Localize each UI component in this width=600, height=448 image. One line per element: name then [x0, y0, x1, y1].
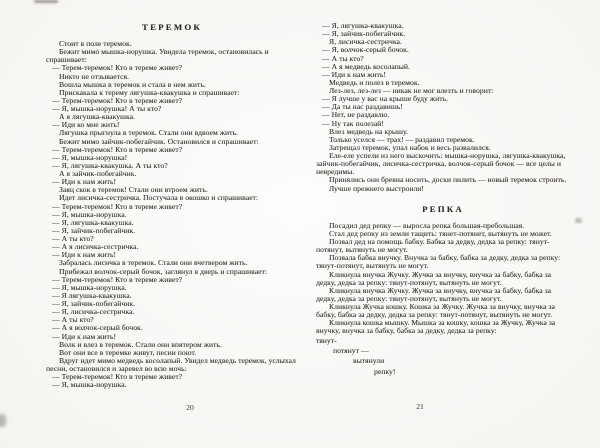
dialogue-line: — А я лисичка-сестричка.: [52, 242, 139, 252]
story-paragraph: Принялись они бревна носить, доски пилить — новый теремок строить.: [329, 175, 567, 185]
dialogue-line: — Я, волчок-серый бочок.: [322, 45, 409, 55]
repka-story-text: [316, 222, 570, 336]
dialogue-line: — Терем-теремок! Кто в тереме живет?: [52, 144, 183, 154]
story-title-teremok: ТЕРЕМОК: [142, 22, 202, 32]
dialogue-line: — Я, мышка-норушка! А ты кто?: [52, 104, 162, 113]
scan-smudge-top: [34, 0, 58, 3]
dialogue-line: Я, лисичка-сестричка.: [329, 37, 402, 47]
staircase-line: тянут-: [316, 335, 337, 345]
story-paragraph: Вот они все в теремке живут, песни поют.: [59, 347, 197, 357]
dialogue-line: — А я волчок-серый бочок.: [52, 323, 143, 333]
page-number-right: 21: [416, 402, 424, 411]
staircase-line: вытянули: [353, 356, 385, 366]
story-paragraph: Лягушка прыгнула в теремок. Стали они вдвоем жить.: [59, 128, 238, 138]
right-page-text: [316, 22, 570, 377]
story-paragraph: Бежит мимо мышка-норушка. Увидела теремок, остановилась и спрашивает:: [46, 47, 269, 65]
story-paragraph: Кликнула Жучка кошку. Кошка за Жучку. Жучка за внучку, внучка за бабку, бабка за дедку, дедка за репку: тянут-потянут, вытянуть не могут.: [316, 302, 555, 320]
dialogue-line: — Я, мышка-норушка.: [52, 209, 127, 219]
story-paragraph: Никто не отзывается.: [59, 71, 129, 81]
dialogue-line: — Я, мышка-норушка.: [52, 380, 127, 390]
dialogue-line: — Да ты нас раздавишь!: [322, 102, 403, 112]
story-paragraph: Кликнула внучка Жучку. Жучка за внучку, внучка за бабку, бабка за дедку, дедка за репку: тянут-потянут, вытянуть не могут.: [316, 285, 552, 303]
story-paragraph: Кликнула кошка мышку. Мышка за кошку, кошка за Жучку, Жучка за внучку, внучка за бабку, бабка за дедку, дедка за репку:: [316, 318, 556, 336]
dialogue-line: — А я медведь косолапый.: [322, 61, 410, 71]
story-title-repka: РЕПКА: [422, 203, 464, 214]
dialogue-line: — Я, зайчик-побегайчик.: [322, 29, 406, 39]
story-paragraph: Медведь и полез в теремок.: [329, 77, 420, 87]
dialogue-line: А я зайчик-побегайчик.: [59, 169, 137, 178]
dialogue-line: — Я, лягушка-квакушка.: [322, 21, 404, 30]
story-paragraph: Вдруг идет мимо медведь косолапый. Увидел медведь теремок, услыхал песни, остановился и заревел во всю мочь:: [46, 355, 296, 373]
dialogue-line: — А ты кто?: [52, 234, 94, 243]
dialogue-line: — Я, лягушка-квакушка. А ты кто?: [52, 160, 168, 170]
scan-smudge-left: [0, 414, 6, 427]
dialogue-line: — Иди к нам жить!: [52, 250, 116, 260]
dialogue-line: — Терем-теремок! Кто в тереме живет?: [52, 372, 183, 382]
repka-staircase-ending: [316, 336, 570, 378]
story-paragraph: Позвал дед на помощь бабку. Бабка за дедку, дедка за репку: тянут-потянут, вытянуть не могут.: [316, 237, 550, 255]
page-number-left: 20: [186, 403, 194, 412]
story-paragraph: Волк и влез в теремок. Стали они впятером жить.: [59, 339, 222, 349]
dialogue-line: — А ты кто?: [52, 315, 94, 325]
story-paragraph: Вошла мышка в теремок и стала в нем жить.: [59, 79, 206, 89]
dialogue-line: — Терем-теремок! Кто в тереме живет?: [52, 95, 183, 105]
story-paragraph: Идет лисичка-сестричка. Постучала в окошко и спрашивает:: [59, 193, 259, 203]
dialogue-line: — Иди к нам жить!: [52, 177, 116, 187]
story-paragraph: Затрещал теремок, упал набок и весь развалился.: [329, 142, 491, 152]
story-paragraph: Прискакала к терему лягушка-квакушка и спрашивает:: [59, 87, 240, 97]
story-paragraph: Кликнула внучка Жучку. Жучка за внучку, внучка за бабку, бабка за дедку, дедка за репку: тянут-потянут, вытянуть не могут.: [316, 269, 552, 287]
dialogue-line: — Я, зайчик-побегайчик.: [52, 225, 136, 235]
story-paragraph: Посадил дед репку — выросла репка большая-пребольшая.: [329, 220, 525, 230]
dialogue-line: — Терем-теремок! Кто в тереме живет?: [52, 63, 183, 73]
dialogue-line: — Я, зайчик-побегайчик.: [52, 299, 136, 308]
dialogue-line: — Я, лисичка-сестричка.: [52, 307, 135, 317]
staircase-line: репку!: [374, 366, 396, 376]
left-page-text: [46, 40, 298, 389]
dialogue-line: — Нет, не раздавлю.: [322, 110, 390, 120]
dialogue-line: — Я лучше у вас на крыше буду жить.: [322, 94, 449, 104]
story-paragraph: Влез медведь на крышу.: [329, 126, 408, 136]
dialogue-line: — Терем-теремок! Кто в тереме живет?: [52, 201, 183, 211]
dialogue-line: — Я лягушка-квакушка.: [52, 290, 132, 300]
dialogue-line: — Я, мышка-норушка!: [52, 152, 128, 162]
story-paragraph: Забралась лисичка в теремок. Стали они вчетвером жить.: [59, 258, 248, 268]
dialogue-line: — Иди к нам жить!: [322, 69, 386, 79]
staircase-line: потянут —: [333, 345, 369, 355]
story-paragraph: Заяц скок в теремок! Стали они втроем жить.: [59, 185, 208, 195]
dialogue-line: — Я, лягушка-квакушка.: [52, 217, 134, 227]
dialogue-line: — Иди к нам жить!: [52, 331, 116, 341]
teremok-ending-text: [316, 22, 570, 193]
dialogue-line: — Терем-теремок! Кто в тереме живет?: [52, 274, 183, 284]
dialogue-line: — Я, мышка-норушка.: [52, 282, 127, 292]
story-paragraph: Еле-еле успели из него выскочить: мышка-норушка, лягушка-квакушка, зайчик-побегайчик, лисичка-сестричка, волчок-серый бочок — все целы и невредимы.: [316, 151, 566, 177]
dialogue-line: — А ты кто?: [322, 53, 364, 63]
story-paragraph: Стал дед репку из земли тащить: тянет-потянет, вытянуть не может.: [329, 228, 552, 238]
scan-smudge-right: [575, 218, 582, 223]
dialogue-line: — Ну так полезай!: [322, 118, 384, 128]
story-paragraph: Позвала бабка внучку. Внучка за бабку, бабка за дедку, дедка за репку: тянут-потянут, вытянуть не могут.: [316, 253, 561, 271]
story-paragraph: Стоит в поле теремок.: [59, 39, 132, 48]
story-paragraph: Лучше прежнего выстроили!: [329, 183, 424, 193]
dialogue-line: А я лягушка-квакушка.: [59, 112, 135, 122]
story-paragraph: Бежит мимо зайчик-побегайчик. Остановился и спрашивает:: [59, 136, 259, 146]
dialogue-line: — Иди ко мне жить!: [52, 120, 120, 130]
story-paragraph: Только уселся — трах! — раздавил теремок.: [329, 134, 475, 144]
story-paragraph: Прибежал волчок-серый бочок, заглянул в дверь и спрашивает:: [59, 266, 268, 276]
story-paragraph: Лез-лез, лез-лез — никак не мог влезть и говорит:: [329, 86, 494, 95]
